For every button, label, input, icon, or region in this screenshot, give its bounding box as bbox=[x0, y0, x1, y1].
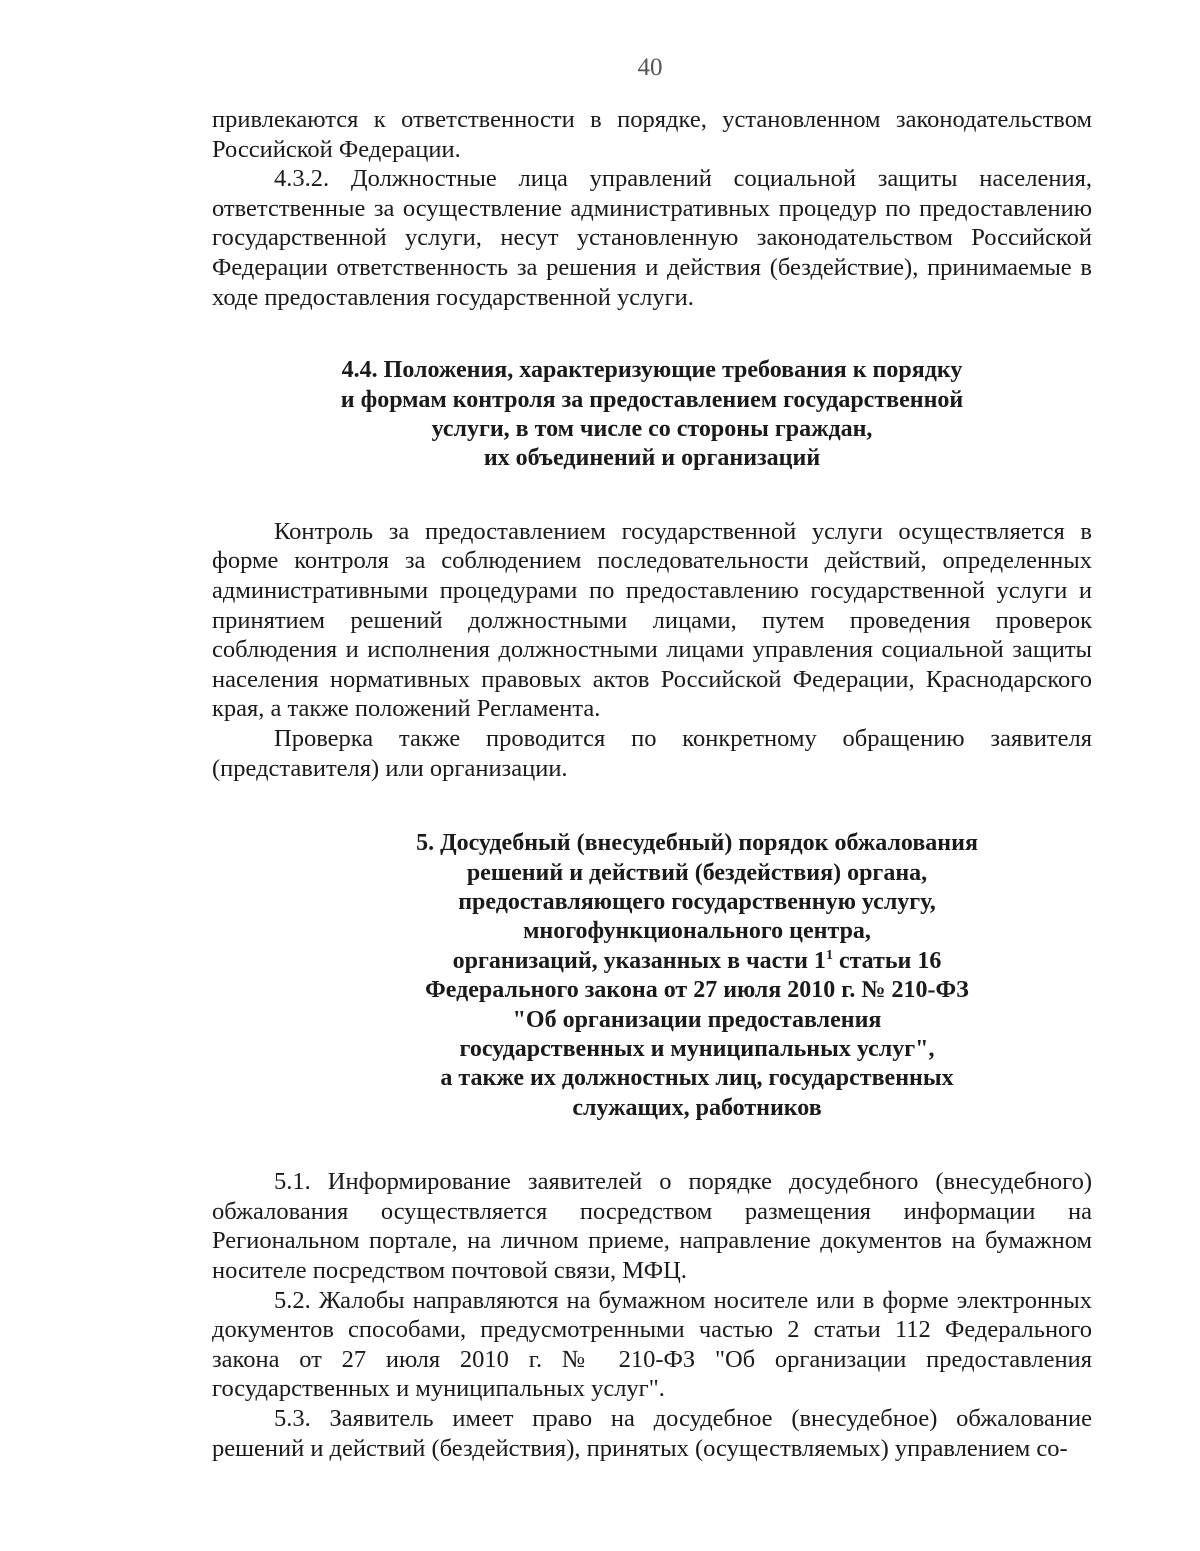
heading-line bbox=[302, 947, 1092, 976]
heading-line: их объединений и организаций bbox=[483, 445, 821, 472]
paragraph-inspection: Проверка также проводится по конкретному обращению заявителя (представителя) или организации. bbox=[212, 724, 1092, 782]
heading-line: служащих, работников bbox=[572, 1094, 822, 1121]
heading-line: услуги, в том числе со стороны граждан, bbox=[431, 415, 873, 442]
heading-line: "Об организации предоставления bbox=[512, 1006, 882, 1033]
paragraph-5-1: 5.1. Информирование заявителей о порядке досудебного (внесудебного) обжалования осуществляется посредством размещения информации на Региональном портале, на личном приеме, направление документов на бумажном носителе посредством почтовой связи, МФЦ. bbox=[212, 1168, 1092, 1284]
heading-line: Федерального закона от 27 июля 2010 г. № 210-ФЗ bbox=[425, 977, 969, 1004]
heading-line: а также их должностных лиц, государственных bbox=[440, 1065, 954, 1092]
paragraph-5-3: 5.3. Заявитель имеет право на досудебное (внесудебное) обжалование решений и действий (бездействия), принятых (осуществляемых) управлением со- bbox=[212, 1404, 1092, 1462]
paragraph-4-3-2: 4.3.2. Должностные лица управлений социальной защиты населения, ответственные за осуществление административных процедур по предоставлению государственной услуги, несут установленную законодательством Российской Федерации ответственность за решения и действия (бездействие), принимаемые в ходе предоставления государственной услуги. bbox=[212, 165, 1092, 311]
paragraph-5-2: 5.2. Жалобы направляются на бумажном носителе или в форме электронных документов способами, предусмотренными частью 2 статьи 112 Федерального закона от 27 июля 2010 г. № 210-ФЗ "Об организации предоставления государственных и муниципальных услуг". bbox=[212, 1286, 1092, 1403]
heading-line: 5. Досудебный (внесудебный) порядок обжалования bbox=[416, 830, 978, 857]
heading-line: 4.4. Положения, характеризующие требования к порядку bbox=[341, 357, 963, 384]
paragraph-continuation: привлекаются к ответственности в порядке, установленном законодательством Российской Федерации. bbox=[212, 106, 1092, 163]
heading-line: и формам контроля за предоставлением государственной bbox=[340, 386, 964, 413]
document-body bbox=[212, 105, 1092, 1463]
heading-text: организаций, указанных в части 1 bbox=[452, 947, 826, 974]
page-number: 40 bbox=[637, 54, 663, 81]
heading-line: государственных и муниципальных услуг", bbox=[459, 1035, 935, 1062]
heading-line: многофункционального центра, bbox=[523, 918, 871, 945]
superscript: 1 bbox=[825, 947, 833, 963]
paragraph-control: Контроль за предоставлением государственной услуги осуществляется в форме контроля за соблюдением последовательности действий, определенных административными процедурами по предоставлению государственной услуги и принятием решений должностными лицами, путем проведения проверок соблюдения и исполнения должностными лицами управления социальной защиты населения нормативных правовых актов Российской Федерации, Краснодарского края, а также положений Регламента. bbox=[212, 517, 1092, 723]
heading-text: статьи 16 bbox=[832, 947, 942, 974]
heading-line: предоставляющего государственную услугу, bbox=[458, 888, 936, 915]
section-heading-4-4 bbox=[212, 356, 1092, 474]
section-heading-5 bbox=[212, 829, 1092, 1123]
heading-line: решений и действий (бездействия) органа, bbox=[466, 859, 928, 886]
